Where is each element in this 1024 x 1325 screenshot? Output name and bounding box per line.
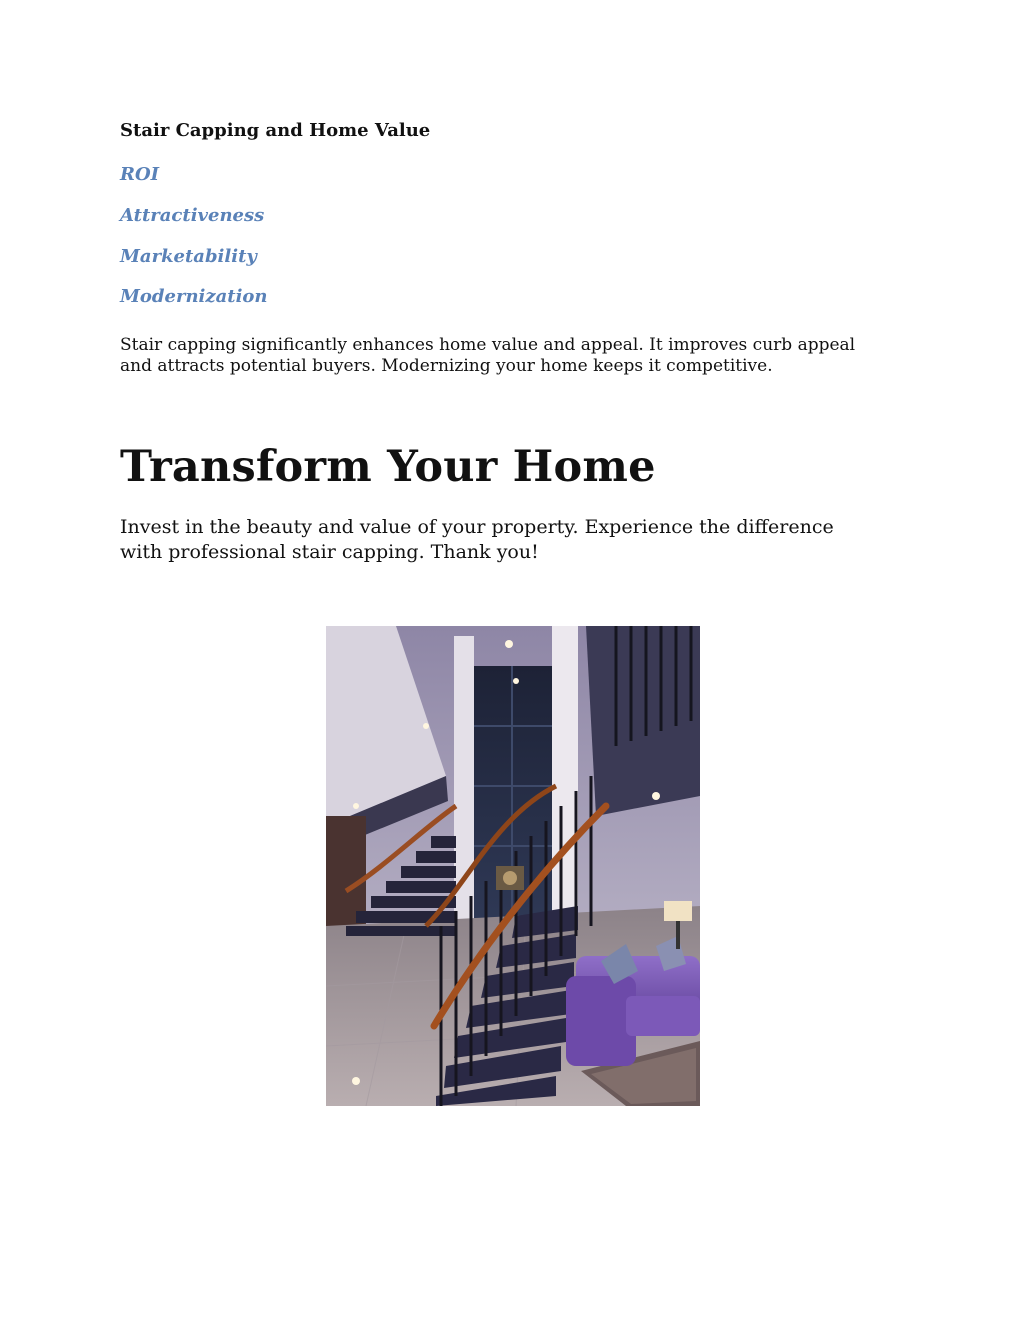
closing-paragraph: Invest in the beauty and value of your property. Experience the difference with professional stair capping. Thank you! [120,516,834,563]
subheading-roi: ROI [120,164,160,185]
section-title: Stair Capping and Home Value [120,120,431,141]
closing-title: Transform Your Home [120,442,656,492]
section-paragraph: Stair capping significantly enhances home value and appeal. It improves curb appeal and attracts potential buyers. Modernizing your home keeps it competitive. [120,335,856,376]
subheading-attractiveness: Attractiveness [120,205,265,226]
staircase-photo [326,626,700,1106]
subheading-modernization: Modernization [120,286,268,307]
subheading-marketability: Marketability [120,246,257,267]
